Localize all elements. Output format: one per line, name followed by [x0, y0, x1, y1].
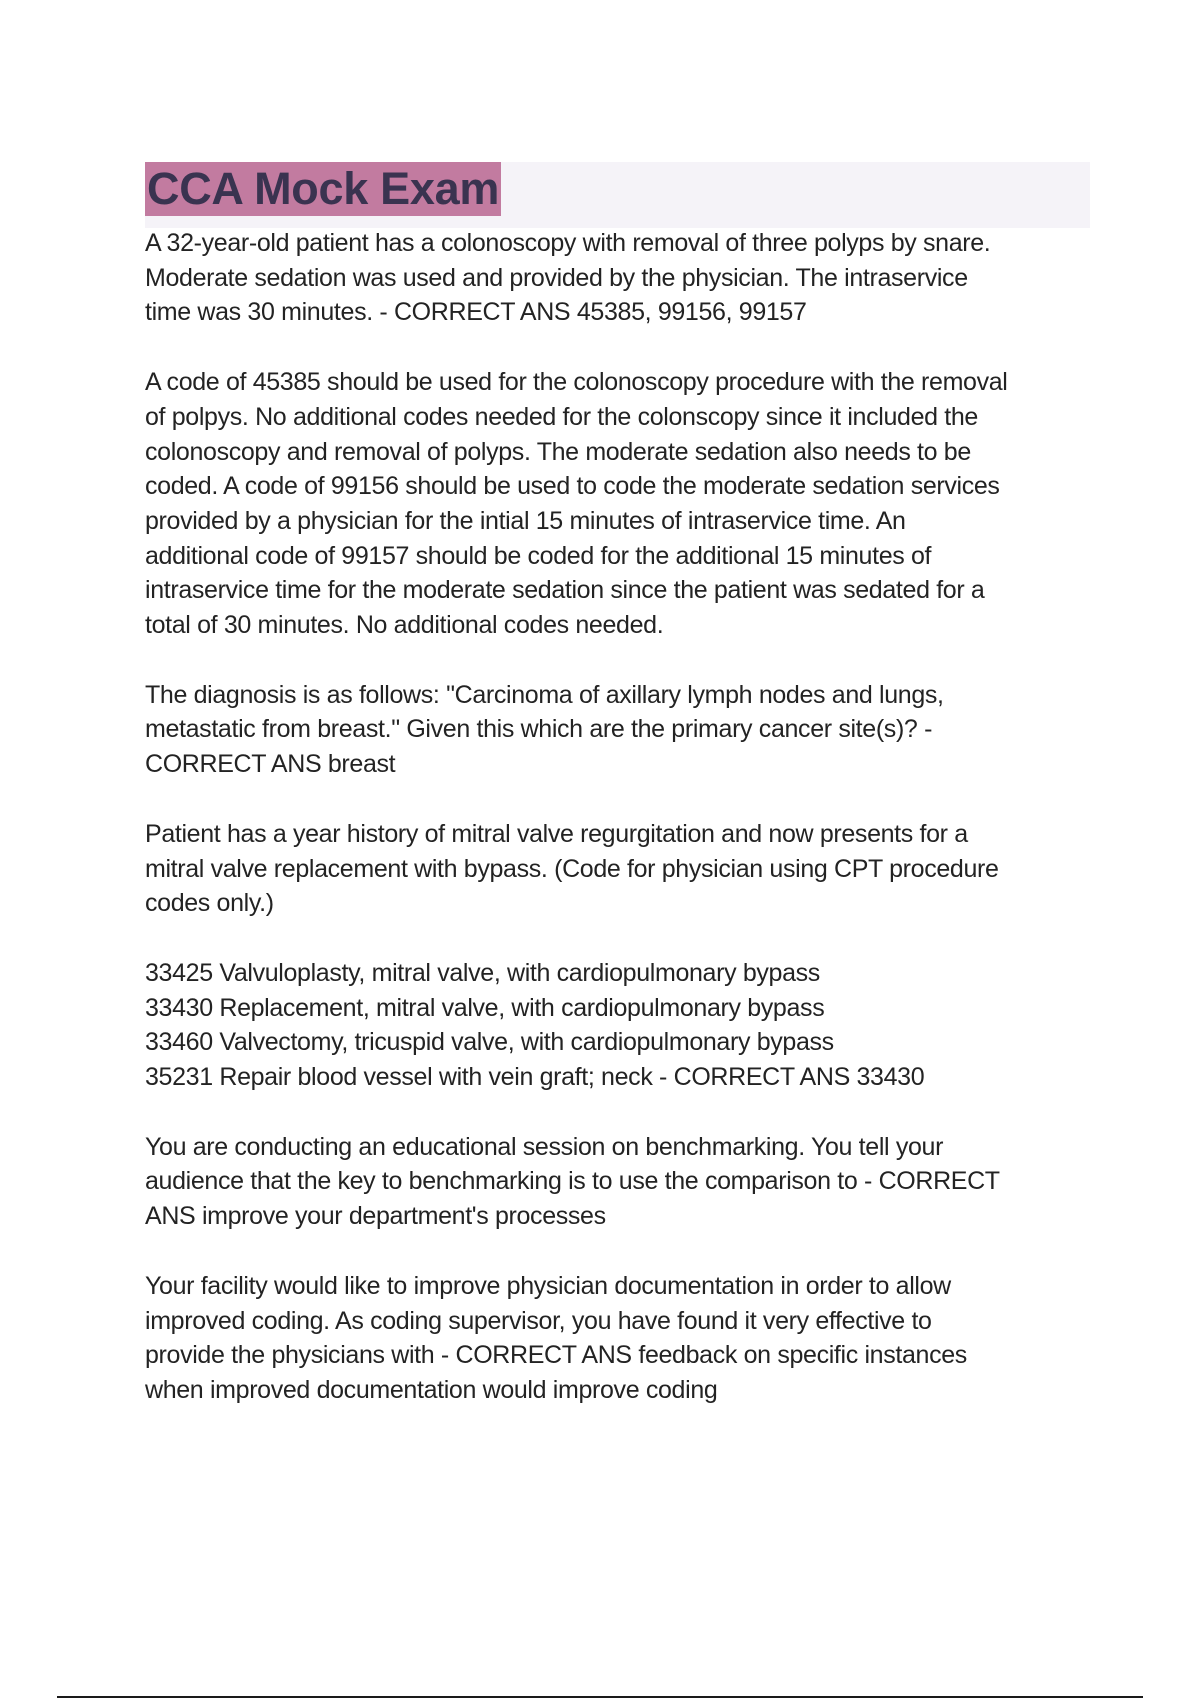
- question-paragraph: [145, 817, 1095, 921]
- question-paragraph: [145, 678, 1095, 782]
- text-line: colonoscopy and removal of polyps. The moderate sedation also needs to be: [145, 437, 971, 466]
- text-line: ANS improve your department's processes: [145, 1202, 606, 1231]
- option-line: 33430 Replacement, mitral valve, with cardiopulmonary bypass: [145, 993, 825, 1022]
- text-line: improved coding. As coding supervisor, you have found it very effective to: [145, 1306, 932, 1335]
- question-paragraph: [145, 226, 1095, 330]
- text-line: Patient has a year history of mitral valve regurgitation and now presents for a: [145, 819, 968, 848]
- text-line: codes only.): [145, 889, 274, 918]
- text-line: intraservice time for the moderate sedation since the patient was sedated for a: [145, 576, 985, 605]
- text-line: coded. A code of 99156 should be used to code the moderate sedation services: [145, 472, 1000, 501]
- text-line: provided by a physician for the intial 15 minutes of intraservice time. An: [145, 506, 906, 535]
- text-line: provide the physicians with - CORRECT ANS feedback on specific instances: [145, 1341, 967, 1370]
- text-line: A code of 45385 should be used for the colonoscopy procedure with the removal: [145, 368, 1008, 397]
- text-line: time was 30 minutes. - CORRECT ANS 45385, 99156, 99157: [145, 298, 807, 327]
- text-line: Your facility would like to improve physician documentation in order to allow: [145, 1271, 951, 1300]
- text-line: A 32-year-old patient has a colonoscopy with removal of three polyps by snare.: [145, 229, 991, 257]
- text-line: metastatic from breast." Given this which are the primary cancer site(s)? -: [145, 715, 933, 744]
- options-paragraph: [145, 956, 1095, 1095]
- option-line: 33460 Valvectomy, tricuspid valve, with cardiopulmonary bypass: [145, 1028, 834, 1057]
- document-title: CCA Mock Exam: [147, 163, 500, 214]
- text-line: additional code of 99157 should be coded for the additional 15 minutes of: [145, 541, 932, 570]
- text-line: Moderate sedation was used and provided by the physician. The intraservice: [145, 263, 968, 292]
- text-line: of polpys. No additional codes needed for the colonscopy since it included the: [145, 402, 978, 431]
- question-paragraph: [145, 1269, 1095, 1408]
- option-line: 33425 Valvuloplasty, mitral valve, with cardiopulmonary bypass: [145, 958, 820, 987]
- text-line: audience that the key to benchmarking is to use the comparison to - CORRECT: [145, 1167, 1000, 1196]
- text-line: The diagnosis is as follows: "Carcinoma of axillary lymph nodes and lungs,: [145, 680, 944, 709]
- explanation-paragraph: [145, 365, 1095, 643]
- text-line: CORRECT ANS breast: [145, 750, 396, 779]
- text-line: mitral valve replacement with bypass. (Code for physician using CPT procedure: [145, 854, 999, 883]
- question-paragraph: [145, 1130, 1095, 1234]
- option-line: 35231 Repair blood vessel with vein graft; neck - CORRECT ANS 33430: [145, 1063, 925, 1092]
- text-line: when improved documentation would improve coding: [145, 1375, 718, 1404]
- document-body: [145, 226, 1095, 1443]
- footer-divider: [57, 1696, 1143, 1698]
- text-line: total of 30 minutes. No additional codes needed.: [145, 611, 664, 640]
- text-line: You are conducting an educational session on benchmarking. You tell your: [145, 1132, 944, 1161]
